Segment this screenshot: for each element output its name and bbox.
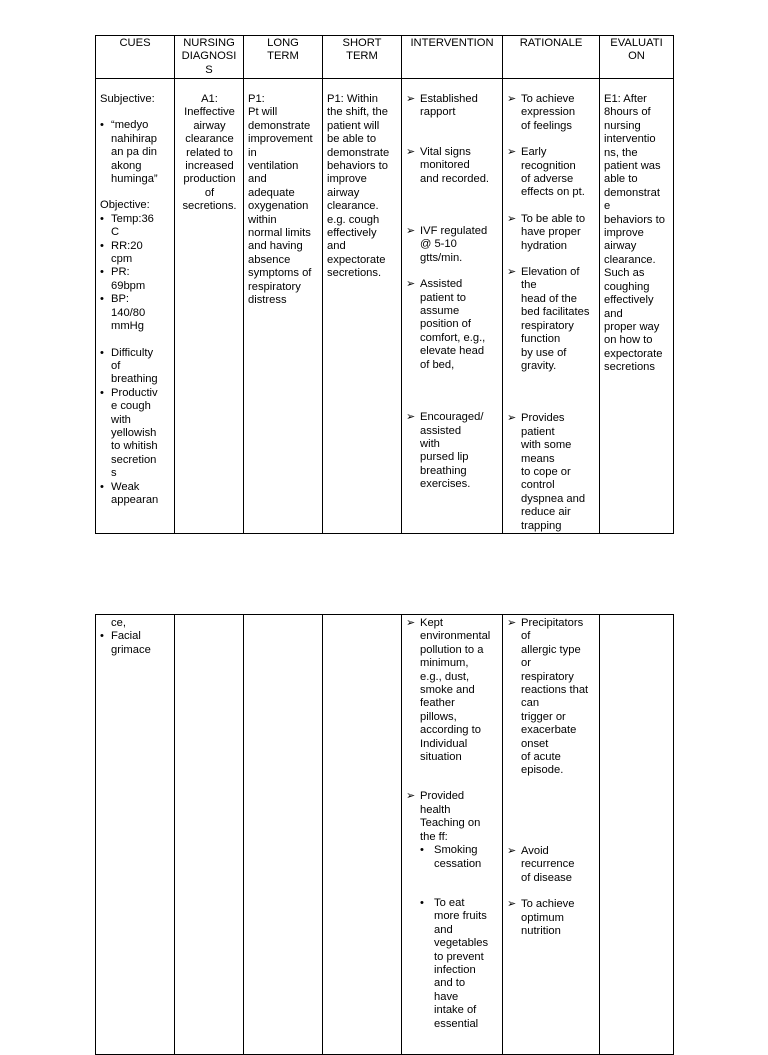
rationale-item: ➢ To achieve expression of feelings	[507, 93, 576, 132]
arrow-bullet-icon: ➢	[406, 278, 416, 291]
objective-item: • Temp:36 C	[100, 212, 154, 239]
header-rationale: RATIONALE	[503, 36, 600, 79]
diagnosis-cell	[175, 79, 244, 534]
objective-item: • Productiv e cough with yellowish to whitish secretion s	[100, 386, 158, 480]
teaching-item: • Smoking cessation	[420, 844, 482, 870]
objective-item: • BP: 140/80 mmHg	[100, 293, 146, 333]
arrow-bullet-icon: ➢	[507, 146, 517, 159]
subjective-item: • “medyo nahihirap an pa din akong huminga”	[100, 119, 158, 186]
objective-item: • Difficulty of breathing	[100, 346, 158, 386]
arrow-bullet-icon: ➢	[507, 212, 517, 225]
rationale-item: ➢ Elevation of the head of the bed facilitates respiratory function by use of gravity.	[507, 266, 590, 372]
arrow-bullet-icon: ➢	[507, 93, 517, 105]
content-row-continued	[96, 615, 674, 1055]
header-short-term: SHORT TERM	[323, 36, 402, 79]
evaluation-text: E1: After 8hours of nursing interventio ns, the patient was able to demonstrat e behaviors to improve airway clearance. Such as coughing effectively and proper way on how to expectorate secretions	[604, 93, 665, 374]
rationale-item: ➢ Provides patient with some means to cope or control dyspnea and reduce air trapping	[507, 412, 586, 532]
arrow-bullet-icon: ➢	[406, 411, 416, 424]
teaching-item: • To eat more fruits and vegetables to prevent infection and to have intake of essential	[420, 896, 489, 1030]
bullet-icon: •	[420, 844, 424, 857]
bullet-icon: •	[100, 386, 104, 399]
bullet-icon: •	[100, 212, 104, 225]
short-term-cell	[323, 79, 402, 534]
objective-item: • RR:20 cpm	[100, 239, 143, 266]
header-long-term: LONG TERM	[244, 36, 323, 79]
intervention-item: ➢ Established rapport	[406, 93, 478, 119]
arrow-bullet-icon: ➢	[507, 844, 517, 857]
arrow-bullet-icon: ➢	[406, 790, 416, 803]
arrow-bullet-icon: ➢	[507, 266, 517, 279]
diagnosis-cell-continued	[175, 615, 244, 1055]
rationale-item: ➢ Precipitators of allergic type or respiratory reactions that can trigger or exacerbate onset of acute episode.	[507, 617, 589, 777]
care-plan-table-page-2	[95, 614, 674, 1055]
arrow-bullet-icon: ➢	[406, 145, 416, 158]
arrow-bullet-icon: ➢	[507, 617, 517, 629]
intervention-item: ➢ IVF regulated @ 5-10 gtts/min.	[406, 225, 488, 264]
intervention-item: ➢ Provided health Teaching on the ff:	[406, 790, 481, 843]
objective-item: • PR: 69bpm	[100, 266, 146, 292]
header-evaluation: EVALUATI ON	[600, 36, 674, 79]
bullet-icon: •	[100, 346, 104, 359]
intervention-item: ➢ Kept environmental pollution to a minimum, e.g., dust, smoke and feather pillows, according to Individual situation	[406, 617, 491, 764]
rationale-cell	[503, 79, 600, 534]
intervention-item: ➢ Encouraged/ assisted with pursed lip breathing exercises.	[406, 411, 484, 491]
intervention-cell	[402, 79, 503, 534]
short-term-cell-continued	[323, 615, 402, 1055]
intervention-item: ➢ Vital signs monitored and recorded.	[406, 145, 490, 185]
bullet-icon: •	[100, 293, 104, 306]
rationale-item: ➢ To be able to have proper hydration	[507, 212, 586, 252]
objective-item: • Weak appearan	[100, 480, 159, 506]
short-term-text: P1: Within the shift, the patient will be able to demonstrate behaviors to improve airway clearance. e.g. cough effectively and expectorate secretions.	[327, 93, 390, 280]
bullet-icon: •	[100, 239, 104, 252]
cues-cell-continued	[96, 615, 175, 1055]
bullet-icon: •	[100, 480, 104, 493]
subjective-label: Subjective:	[100, 93, 155, 105]
long-term-cell-continued	[244, 615, 323, 1055]
bullet-icon: •	[100, 266, 104, 279]
rationale-item: ➢ Early recognition of adverse effects on pt.	[507, 146, 585, 199]
arrow-bullet-icon: ➢	[406, 93, 416, 105]
arrow-bullet-icon: ➢	[406, 617, 416, 629]
rationale-item: ➢ To achieve optimum nutrition	[507, 898, 575, 937]
arrow-bullet-icon: ➢	[406, 225, 416, 238]
bullet-icon: •	[420, 896, 424, 909]
rationale-item: ➢ Avoid recurrence of disease	[507, 844, 575, 884]
diagnosis-text: A1: Ineffective airway clearance related to increased production of secretions.	[182, 93, 237, 213]
evaluation-cell-continued	[600, 615, 674, 1055]
objective-label: Objective:	[100, 199, 150, 212]
intervention-item: ➢ Assisted patient to assume position of comfort, e.g., elevate head of bed,	[406, 278, 486, 371]
care-plan-table-page-1	[95, 35, 674, 534]
evaluation-cell	[600, 79, 674, 534]
content-row	[96, 79, 674, 534]
intervention-cell-continued	[402, 615, 503, 1055]
bullet-icon: •	[100, 119, 104, 132]
rationale-cell-continued	[503, 615, 600, 1055]
arrow-bullet-icon: ➢	[507, 412, 517, 425]
cues-cell	[96, 79, 175, 534]
header-cues: CUES	[96, 36, 175, 79]
header-row	[96, 36, 674, 79]
long-term-text: P1: Pt will demonstrate improvement in ventilation and adequate oxygenation within normal limits and having absence symptoms of respiratory distress	[248, 93, 313, 307]
arrow-bullet-icon: ➢	[507, 898, 517, 911]
long-term-cell	[244, 79, 323, 534]
cues-continued-text: ce,	[111, 617, 126, 629]
header-intervention: INTERVENTION	[402, 36, 503, 79]
header-nursing-diagnosis: NURSING DIAGNOSI S	[175, 36, 244, 79]
bullet-icon: •	[100, 630, 104, 643]
objective-item: • Facial grimace	[100, 630, 151, 656]
